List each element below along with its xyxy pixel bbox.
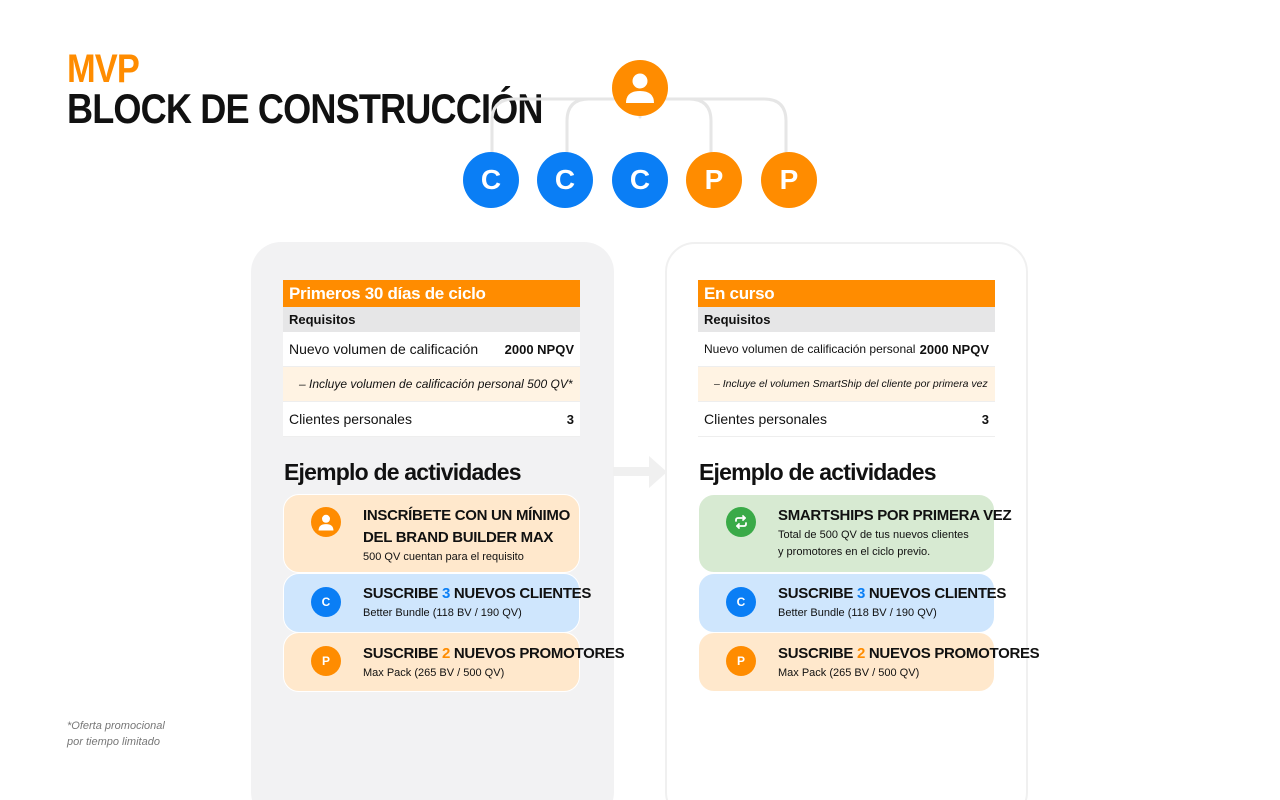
right-card-clients-post: NUEVOS CLIENTES [865, 585, 1007, 602]
right-req-header: En curso [698, 280, 995, 307]
right-activities-title: Ejemplo de actividades [699, 459, 936, 485]
right-req-row-volume [698, 332, 995, 367]
right-card-smartships-title: SMARTSHIPS POR PRIMERA VEZ [778, 507, 1012, 524]
customer-c-icon: C [311, 587, 341, 617]
right-card-smartships-text [778, 505, 1012, 561]
title-mvp: MVP [67, 47, 139, 91]
child-node-5: P [761, 152, 817, 208]
left-card-clients-pre: SUSCRIBE [363, 585, 442, 602]
right-activity-card-promoters [698, 632, 1040, 692]
root-person-node [612, 60, 668, 116]
left-card-promoters-title [363, 643, 625, 665]
right-card-clients-pre: SUSCRIBE [778, 585, 857, 602]
left-card-clients-post: NUEVOS CLIENTES [450, 585, 592, 602]
footnote [67, 718, 165, 750]
left-clients-label: Clientes personales [289, 411, 412, 427]
team-tree-diagram [455, 55, 835, 220]
left-card-promoters-pre: SUSCRIBE [363, 645, 442, 662]
right-volume-value: 2000 NPQV [919, 341, 989, 357]
left-card-promoters-text [363, 643, 625, 682]
left-card-enroll-title-b: DEL BRAND BUILDER MAX [363, 529, 554, 546]
left-card-clients-text [363, 583, 592, 622]
right-clients-label: Clientes personales [704, 411, 827, 427]
left-card-promoters-sub: Max Pack (265 BV / 500 QV) [363, 667, 505, 679]
footnote-line-1: *Oferta promocional [67, 720, 165, 732]
right-req-note: – Incluye el volumen SmartShip del cliente por primera vez [698, 367, 995, 402]
left-activity-card-clients [283, 573, 592, 633]
left-req-subheader: Requisitos [283, 307, 580, 332]
left-req-row-clients [283, 402, 580, 437]
right-requirements-table [698, 280, 995, 437]
left-card-clients-title [363, 583, 592, 605]
right-clients-value: 3 [981, 411, 989, 427]
left-activity-card-promoters [283, 632, 625, 692]
left-req-row-volume [283, 332, 580, 367]
left-card-enroll-title-a: INSCRÍBETE CON UN MÍNIMO [363, 507, 570, 524]
right-activity-card-smartships [698, 494, 1012, 573]
right-card-smartships-sub-b: y promotores en el ciclo previo. [778, 546, 931, 558]
left-card-enroll-sub: 500 QV cuentan para el requisito [363, 551, 524, 563]
left-req-note: – Incluye volumen de calificación personal 500 QV* [283, 367, 580, 402]
left-volume-value: 2000 NPQV [504, 341, 574, 357]
right-req-subheader: Requisitos [698, 307, 995, 332]
child-node-4: P [686, 152, 742, 208]
right-card-clients-text [778, 583, 1007, 622]
right-card-promoters-sub: Max Pack (265 BV / 500 QV) [778, 667, 920, 679]
person-icon [311, 507, 341, 537]
right-card-clients-sub: Better Bundle (118 BV / 190 QV) [778, 607, 937, 619]
left-card-clients-sub: Better Bundle (118 BV / 190 QV) [363, 607, 522, 619]
right-card-clients-num: 3 [856, 585, 866, 602]
left-requirements-table [283, 280, 580, 437]
left-volume-label: Nuevo volumen de calificación [289, 341, 479, 357]
child-node-1: C [463, 152, 519, 208]
left-card-promoters-post: NUEVOS PROMOTORES [450, 645, 625, 662]
footnote-line-2: por tiempo limitado [67, 736, 160, 748]
left-card-enroll-text [363, 505, 571, 566]
right-card-smartships-sub-a: Total de 500 QV de tus nuevos clientes [778, 529, 969, 541]
right-req-row-clients [698, 402, 995, 437]
child-node-2: C [537, 152, 593, 208]
left-clients-value: 3 [566, 411, 574, 427]
right-card-promoters-pre: SUSCRIBE [778, 645, 857, 662]
right-card-promoters-num: 2 [856, 645, 866, 662]
child-node-3: C [612, 152, 668, 208]
right-card-promoters-title [778, 643, 1040, 665]
left-card-clients-num: 3 [441, 585, 451, 602]
person-icon [625, 72, 655, 104]
page-title: BLOCK DE CONSTRUCCIÓN [67, 85, 543, 132]
left-activities-title: Ejemplo de actividades [284, 459, 521, 485]
arrow-right-icon [613, 455, 669, 489]
promoter-p-icon: P [726, 646, 756, 676]
promoter-p-icon: P [311, 646, 341, 676]
right-card-promoters-post: NUEVOS PROMOTORES [865, 645, 1040, 662]
repeat-icon [726, 507, 756, 537]
customer-c-icon: C [726, 587, 756, 617]
right-card-promoters-text [778, 643, 1040, 682]
right-card-clients-title [778, 583, 1007, 605]
right-activity-card-clients [698, 573, 1007, 633]
left-req-header: Primeros 30 días de ciclo [283, 280, 580, 307]
left-activity-card-enroll [283, 494, 580, 573]
left-card-promoters-num: 2 [441, 645, 451, 662]
right-volume-label: Nuevo volumen de calificación personal [704, 342, 916, 356]
